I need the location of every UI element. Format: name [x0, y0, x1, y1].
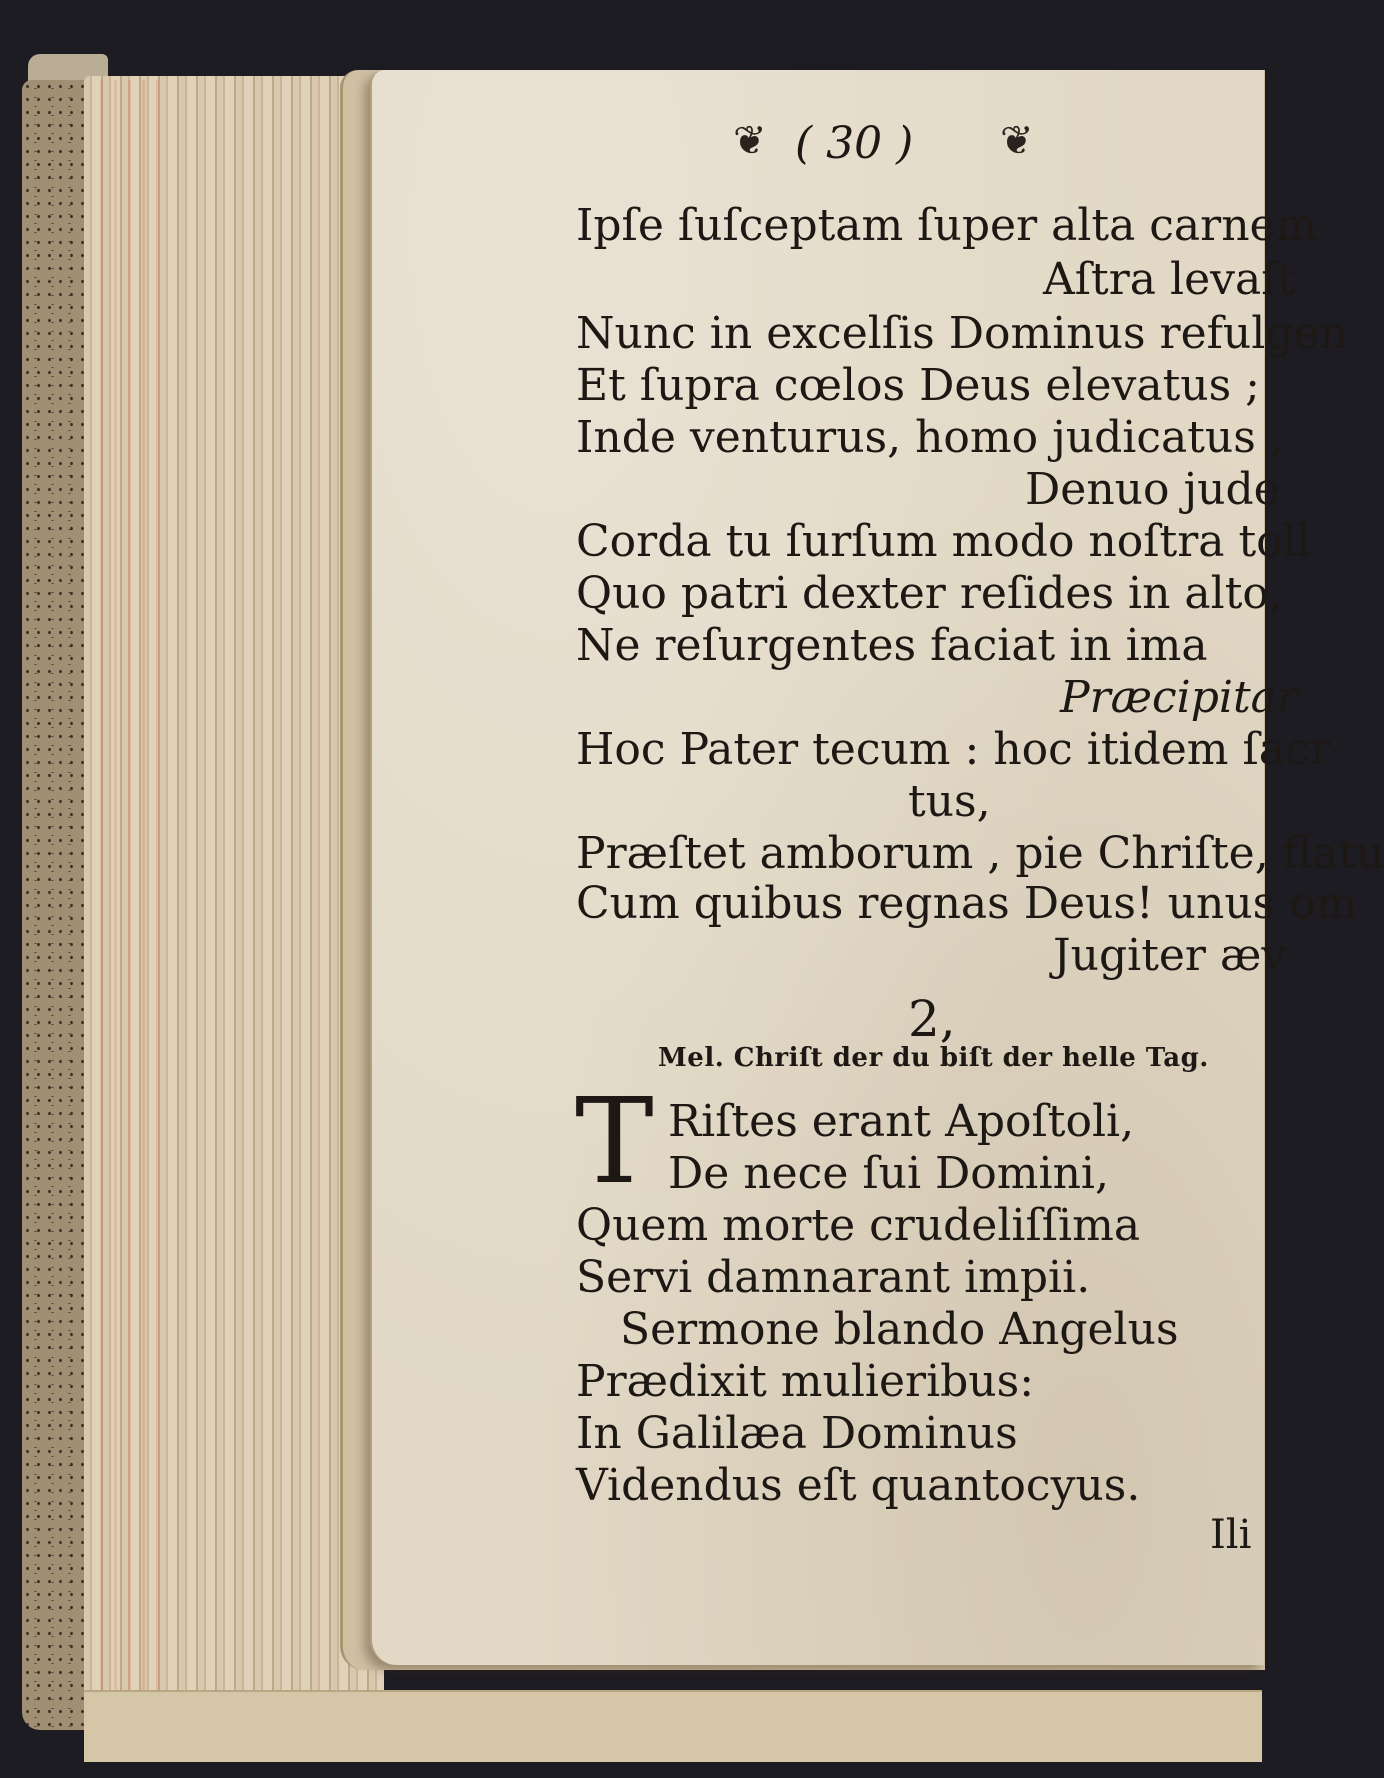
hymn-line: Videndus eſt quantocyus.: [576, 1460, 1141, 1511]
hymn-line: Præſtet amborum , pie Chriſte, flatu: [576, 828, 1384, 879]
hymn-line: tus,: [908, 776, 991, 827]
melody-note: Mel. Chriſt der du biſt der helle Tag.: [658, 1043, 1209, 1073]
hymn-line: Corda tu ſurſum modo noſtra toll: [576, 516, 1311, 567]
hymn-line: Hoc Pater tecum : hoc itidem ſacr: [576, 724, 1331, 775]
hymn-line: Cum quibus regnas Deus! unus om: [576, 878, 1358, 929]
hymn-line: De nece ſui Domini,: [668, 1148, 1109, 1199]
hymn-line: Ipſe ſuſceptam ſuper alta carnem: [576, 200, 1318, 251]
hymn-line: Nunc in excelſis Dominus refulgen: [576, 308, 1348, 359]
catchword: Ili: [1210, 1512, 1252, 1558]
hymn-line: Ne reſurgentes faciat in ima: [576, 620, 1208, 671]
floral-ornament-icon: ❦: [733, 118, 767, 164]
hymn-line: Quem morte crudeliſſima: [576, 1200, 1141, 1251]
hymn-line: Jugiter æv: [1053, 930, 1287, 981]
hymn-line: Aſtra levaſt: [1043, 254, 1296, 305]
hymn-line: Riſtes erant Apoſtoli,: [668, 1096, 1135, 1147]
hymn-number: 2,: [908, 990, 956, 1048]
hymn-line: Servi damnarant impii.: [576, 1252, 1091, 1303]
floral-ornament-icon: ❦: [1000, 118, 1034, 164]
page-number: ( 30 ): [795, 118, 914, 169]
hymn-line: Denuo jude: [1025, 464, 1280, 515]
hymn-line: Quo patri dexter reſides in alto,: [576, 568, 1283, 619]
hymn-line: Præcipitar: [1060, 672, 1298, 723]
drop-cap: T: [575, 1072, 654, 1210]
hymn-line: In Galilæa Dominus: [576, 1408, 1018, 1459]
hymn-line: Et ſupra cœlos Deus elevatus ;: [576, 360, 1260, 411]
hymn-line: Sermone blando Angelus: [620, 1304, 1179, 1355]
hymn-line: Prædixit mulieribus:: [576, 1356, 1035, 1407]
hymn-line: Inde venturus, homo judicatus ,: [576, 412, 1284, 463]
